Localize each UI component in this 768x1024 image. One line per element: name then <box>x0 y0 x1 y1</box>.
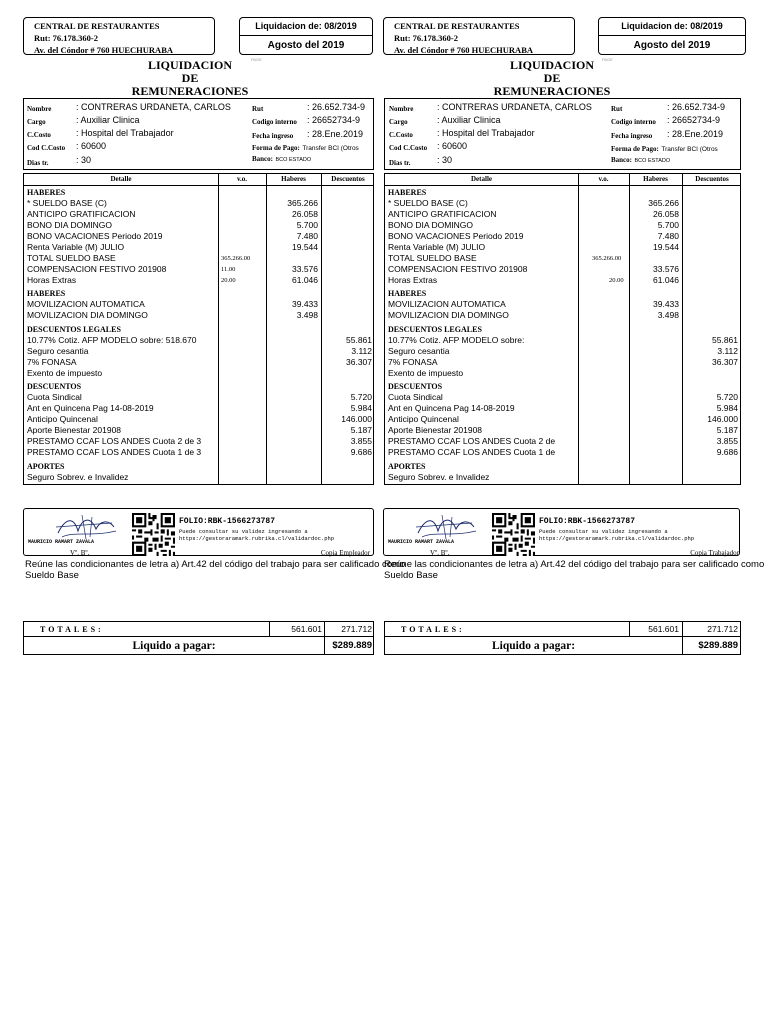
verify-text: Puede consultar su validez ingresando a https://gestoraramark.rubrika.cl/validardoc.php <box>179 528 335 542</box>
employee-ccosto: Hospital del Trabajador <box>81 128 174 138</box>
company-name: CENTRAL DE RESTAURANTES <box>34 21 160 31</box>
page-title: LIQUIDACION DE REMUNERACIONES <box>493 58 611 98</box>
company-box <box>23 17 215 55</box>
totals-label: TOTALES: <box>40 625 104 634</box>
totals-box <box>384 621 741 655</box>
section-heading: DESCUENTOS LEGALES <box>27 325 121 334</box>
signature-image <box>412 513 482 541</box>
employee-rut: 26.652.734-9 <box>672 102 726 112</box>
employee-codccosto: 60600 <box>442 141 468 151</box>
col-detalle: Detalle <box>110 175 132 183</box>
period-text: Agosto del 2019 <box>633 40 711 51</box>
folio-number: FOLIO:RBK-1566273787 <box>539 517 636 526</box>
col-vo: v.o. <box>236 175 248 183</box>
folio-number: FOLIO:RBK-1566273787 <box>179 517 276 526</box>
employee-dias: 30 <box>81 155 92 165</box>
qr-code-icon <box>492 513 535 556</box>
employee-pago: Transfer BCI (Otros <box>661 146 718 153</box>
section-heading: APORTES <box>27 462 65 471</box>
liquido-label: Liquido a pagar: <box>491 640 576 652</box>
section-heading: HABERES <box>27 289 66 298</box>
employee-cargo: Auxiliar Clinica <box>80 115 140 125</box>
employee-codigo: 26652734-9 <box>312 115 361 125</box>
signer-name: MAURICIO RAMART ZAVALA <box>388 539 455 545</box>
employee-name: CONTRERAS URDANETA, CARLOS <box>81 102 231 112</box>
company-address: Av. del Cóndor # 760 HUECHURABA <box>394 45 534 55</box>
employee-banco: BCO ESTADO <box>634 158 671 164</box>
detail-table: Detalle v.o. Haberes Descuentos HABERES * SUELDO BASE (C) 365.266 ANTICIPO GRATIFICACION 26.058 BONO DIA DOMINGO 5.700 BONO VACACIONES Periodo 2019 7.480 Renta Variable (M) JULIO 19.544 TOTAL SUELDO BASE 365.266.00 COMPENSACION FESTIVO 201908 11.00 33.576 Horas Extras 20.00 61.046 HABERES MOVILIZACION AUTOMATICA 39.433 MOVILIZACION DIA DOMINGO 3.498 DESCUENTOS LEGALES 10.77% Cotiz. AFP MODELO sobre: 518.670 55.861 Seguro cesantia 3.112 7% FONASA 36.307 Exento de impuesto DESCUENTOS Cuota Sindical 5.720 Ant en Quincena Pag 14-08-2019 5.984 Anticipo Quincenal 146.000 Aporte Bienestar 201908 5.187 PRESTAMO CCAF LOS ANDES Cuota 2 de 3 3.855 PRESTAMO CCAF LOS ANDES Cuota 1 de 3 9.686 APORTES Seguro Sobrev. e Invalidez <box>23 173 374 485</box>
verify-text: Puede consultar su validez ingresando a https://gestoraramark.rubrika.cl/validardoc.php <box>539 528 695 542</box>
payslip-copy-worker <box>384 0 768 1024</box>
qr-code-icon <box>132 513 175 556</box>
employee-codccosto: 60600 <box>81 141 107 151</box>
company-name: CENTRAL DE RESTAURANTES <box>394 21 520 31</box>
sueldo-base-note: Reúne las condicionantes de letra a) Art.42 del código del trabajo para ser calificado como Sueldo Base <box>384 559 765 581</box>
period-box <box>239 17 373 55</box>
employee-rut: 26.652.734-9 <box>312 102 366 112</box>
employee-fecha: 28.Ene.2019 <box>312 129 364 139</box>
col-detalle: Detalle <box>471 175 492 183</box>
signature-box <box>23 508 374 556</box>
liquido-label: Liquido a pagar: <box>132 640 216 652</box>
col-descuentos: Descuentos <box>331 175 365 183</box>
total-haberes: 561.601 <box>648 624 679 634</box>
totals-box <box>23 621 374 655</box>
company-rut: Rut: 76.178.360-2 <box>34 33 98 43</box>
col-descuentos: Descuentos <box>695 175 729 183</box>
period-box <box>598 17 746 55</box>
visto-bueno: Vº. Bº. <box>70 549 90 557</box>
copy-label: Copia Empleador <box>320 549 370 557</box>
signer-name: MAURICIO RAMART ZAVALA <box>28 539 95 545</box>
total-haberes: 561.601 <box>291 624 322 634</box>
company-address: Av. del Cóndor # 760 HUECHURABA <box>34 45 174 55</box>
section-heading: DESCUENTOS LEGALES <box>388 325 482 334</box>
section-heading: HABERES <box>388 289 427 298</box>
page-title: LIQUIDACION DE REMUNERACIONES <box>131 58 249 98</box>
period-label: Liquidacion de: 08/2019 <box>599 18 745 36</box>
total-descuentos: 271.712 <box>707 624 738 634</box>
section-heading: HABERES <box>27 188 66 197</box>
employee-ccosto: Hospital del Trabajador <box>442 128 535 138</box>
employee-cargo: Auxiliar Clinica <box>441 115 501 125</box>
col-haberes: Haberes <box>643 175 668 183</box>
detail-table: Detalle v.o. Haberes Descuentos HABERES * SUELDO BASE (C) 365.266 ANTICIPO GRATIFICACION 26.058 BONO DIA DOMINGO 5.700 BONO VACACIONES Periodo 2019 7.480 Renta Variable (M) JULIO 19.544 TOTAL SUELDO BASE 365.266.00 COMPENSACION FESTIVO 201908 33.576 Horas Extras 20.00 61.046 HABERES MOVILIZACION AUTOMATICA 39.433 MOVILIZACION DIA DOMINGO 3.498 DESCUENTOS LEGALES 10.77% Cotiz. AFP MODELO sobre: 55.861 Seguro cesantia 3.112 7% FONASA 36.307 Exento de impuesto DESCUENTOS Cuota Sindical 5.720 Ant en Quincena Pag 14-08-2019 5.984 Anticipo Quincenal 146.000 Aporte Bienestar 201908 5.187 PRESTAMO CCAF LOS ANDES Cuota 2 de 3.855 PRESTAMO CCAF LOS ANDES Cuota 1 de 9.686 APORTES Seguro Sobrev. e Invalidez <box>384 173 741 485</box>
company-box <box>383 17 575 55</box>
employee-info: Nombre : CONTRERAS URDANETA, CARLOS Cargo : Auxiliar Clinica C.Costo : Hospital del Trabajador Cod C.Costo : 60600 Dias tr. : 30 Rut : 26.652.734-9 Codigo interno : 26652734-9 Fecha ingreso : 28.Ene.2019 Forma de Pago: Transfer BCI (Otros Banco: BCO ESTADO <box>23 98 374 170</box>
employee-codigo: 26652734-9 <box>672 115 721 125</box>
section-heading: APORTES <box>388 462 426 471</box>
liquido-value: $289.889 <box>332 640 372 651</box>
employee-info: Nombre : CONTRERAS URDANETA, CARLOS Cargo : Auxiliar Clinica C.Costo : Hospital del Trabajador Cod C.Costo : 60600 Dias tr. : 30 Rut : 26.652.734-9 Codigo interno : 26652734-9 Fecha ingreso : 28.Ene.2019 Forma de Pago: Transfer BCI (Otros Banco: BCO ESTADO <box>384 98 741 170</box>
visto-bueno: Vº. Bº. <box>430 549 450 557</box>
signature-image <box>52 513 122 541</box>
col-haberes: Haberes <box>281 175 306 183</box>
col-vo: v.o. <box>598 175 609 183</box>
totals-label: TOTALES: <box>401 625 465 634</box>
employee-fecha: 28.Ene.2019 <box>672 129 724 139</box>
period-text: Agosto del 2019 <box>267 40 345 51</box>
signature-box <box>383 508 740 556</box>
section-heading: HABERES <box>388 188 427 197</box>
section-heading: DESCUENTOS <box>388 382 443 391</box>
title-mark: PAGE <box>602 57 613 62</box>
company-rut: Rut: 76.178.360-2 <box>394 33 458 43</box>
copy-label: Copia Trabajador <box>690 549 739 557</box>
sueldo-base-note: Reúne las condicionantes de letra a) Art.42 del código del trabajo para ser calificado como Sueldo Base <box>25 559 406 581</box>
total-descuentos: 271.712 <box>341 624 372 634</box>
employee-banco: BCO ESTADO <box>275 157 312 163</box>
employee-dias: 30 <box>442 155 453 165</box>
employee-pago: Transfer BCI (Otros <box>302 145 359 152</box>
section-heading: DESCUENTOS <box>27 382 82 391</box>
period-label: Liquidacion de: 08/2019 <box>240 18 372 36</box>
liquido-value: $289.889 <box>698 640 738 651</box>
employee-name: CONTRERAS URDANETA, CARLOS <box>442 102 592 112</box>
title-mark: PAGE <box>251 57 262 62</box>
